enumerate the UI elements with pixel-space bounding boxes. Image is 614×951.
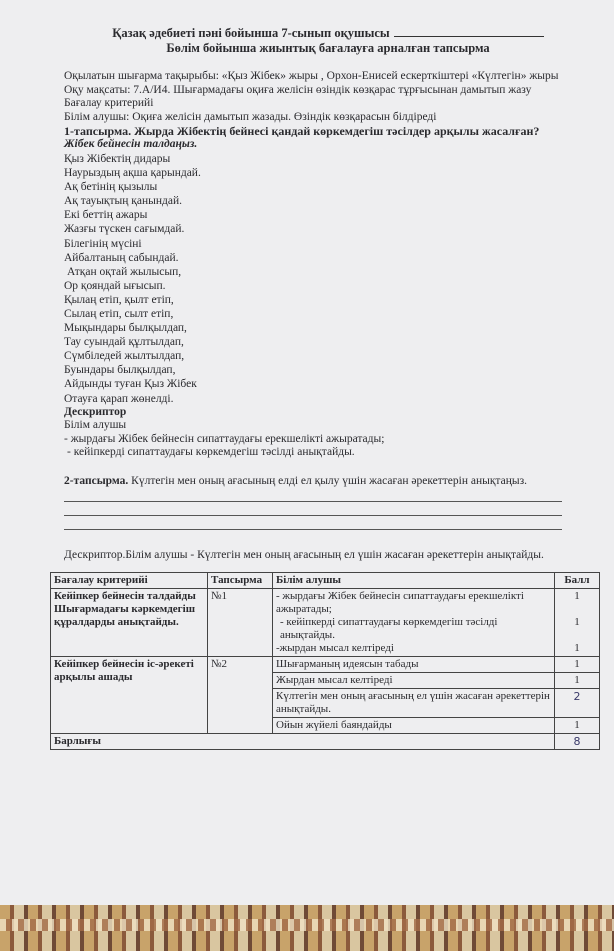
task1-subtitle: Жібек бейнесін талдаңыз. [64, 138, 198, 151]
learner-cell: - жырдағы Жібек бейнесін сипаттаудағы ерекшелікті ажыратады; - кейіпкерді сипаттаудағы көркемдегіш тәсілді анықтайды. -жырдан мысал келтіреді [273, 589, 555, 657]
poem-line: Білегінің мүсіні [64, 237, 142, 250]
descriptor2: Дескриптор.Білім алушы - Күлтегін мен оның ағасының ел үшін жасаған әрекеттерін анықтайды. [64, 549, 544, 562]
table-row [51, 589, 600, 657]
col-criteria: Бағалау критерийі [51, 573, 208, 589]
criteria-label: Бағалау критерийі [64, 97, 154, 110]
descriptor1-title: Дескриптор [64, 405, 127, 418]
table-total-row [51, 734, 600, 750]
learner-cell: Шығарманың идеясын табады [273, 657, 555, 673]
poem-line: Отауға қарап жөнелді. [64, 392, 174, 405]
poem-line: Айдынды туған Қыз Жібек [64, 378, 197, 391]
score-cell: 1 [555, 673, 600, 689]
learning-goal: Оқу мақсаты: 7.А/И4. Шығармадағы оқиға желісін өзіндік көзқарас тұрғысынан дамытып жазу [64, 83, 532, 96]
task-cell: №2 [208, 657, 273, 734]
learner-cell: Жырдан мысал келтіреді [273, 673, 555, 689]
name-blank[interactable] [394, 26, 544, 37]
score-cell: 1 [555, 657, 600, 673]
header-line-2: Бөлім бойынша жиынтық бағалауға арналған тапсырма [166, 41, 490, 55]
poem-line: Ақ тауықтың қанындай. [64, 195, 183, 208]
col-task: Тапсырма [208, 573, 273, 589]
header-line-1: Қазақ әдебиеті пәні бойынша 7-сынып оқушысы [64, 26, 592, 41]
task2-question: 2-тапсырма. Күлтегін мен оның ағасының елді ел қылу үшін жасаған әрекеттерін анықтаңыз. [64, 475, 527, 488]
score-cell: 1 [555, 718, 600, 734]
poem-line: Айбалтаның сабындай. [64, 251, 179, 264]
table-header-row [51, 573, 600, 589]
col-score: Балл [555, 573, 600, 589]
poem [64, 152, 592, 406]
table-row [51, 657, 600, 673]
learner-criteria: Білім алушы: Оқиға желісін дамытып жазады. Өзіндік көзқарасын білдіреді [64, 110, 437, 123]
answer-line[interactable] [64, 516, 562, 530]
learner-cell: Ойын жүйелі баяндайды [273, 718, 555, 734]
poem-line: Тау суындай құлтылдап, [64, 336, 184, 349]
poem-line: Ор қояндай ығысып. [64, 279, 166, 292]
descriptor1-item: - кейіпкерді сипаттаудағы көркемдегіш тәсілді анықтайды. [67, 446, 355, 459]
poem-line: Наурыздың ақша қарындай. [64, 167, 201, 180]
poem-line: Ақ бетінің қызылы [64, 181, 158, 194]
poem-line: Мықындары былқылдап, [64, 322, 187, 335]
assessment-table [50, 572, 600, 750]
poem-line: Екі беттің ажары [64, 209, 148, 222]
poem-line: Сылаң етіп, сылт етіп, [64, 308, 174, 320]
poem-line: Атқан оқтай жылысып, [67, 265, 182, 278]
task1-question: 1-тапсырма. Жырда Жібектің бейнесі қандай көркемдегіш тәсілдер арқылы жасалған? [64, 124, 540, 139]
total-score: 8 [555, 734, 600, 750]
criteria-cell: Кейіпкер бейнесін талдайды Шығармадағы кәркемдегіш құралдарды анықтайды. [51, 589, 208, 657]
descriptor1-learner: Білім алушы [64, 419, 127, 432]
score-cell: 1 1 1 [555, 589, 600, 657]
learner-cell: Күлтегін мен оның ағасының ел үшін жасаған әрекеттерін анықтайды. [273, 689, 555, 718]
score-cell: 2 [555, 689, 600, 718]
poem-line: Буындары былқылдап, [64, 364, 176, 377]
criteria-cell: Кейіпкер бейнесін іс-әрекеті арқылы ашады [51, 657, 208, 734]
carpet-background [0, 905, 614, 951]
col-learner: Білім алушы [273, 573, 555, 589]
task-cell: №1 [208, 589, 273, 657]
answer-line[interactable] [64, 502, 562, 516]
descriptor1-item: - жырдағы Жібек бейнесін сипаттаудағы ерекшелікті ажыратады; [64, 432, 385, 445]
poem-line: Сүмбіледей жылтылдап, [64, 350, 185, 363]
answer-line[interactable] [64, 488, 562, 502]
total-label: Барлығы [51, 734, 555, 750]
topic-line: Оқылатын шығарма тақырыбы: «Қыз Жібек» жыры , Орхон-Енисей ескерткіштері «Күлтегін» жыры [64, 70, 559, 82]
poem-line: Жазғы түскен сағымдай. [64, 223, 185, 236]
poem-line: Қыз Жібектің дидары [64, 152, 171, 165]
poem-line: Қылаң етіп, қылт етіп, [64, 293, 174, 306]
